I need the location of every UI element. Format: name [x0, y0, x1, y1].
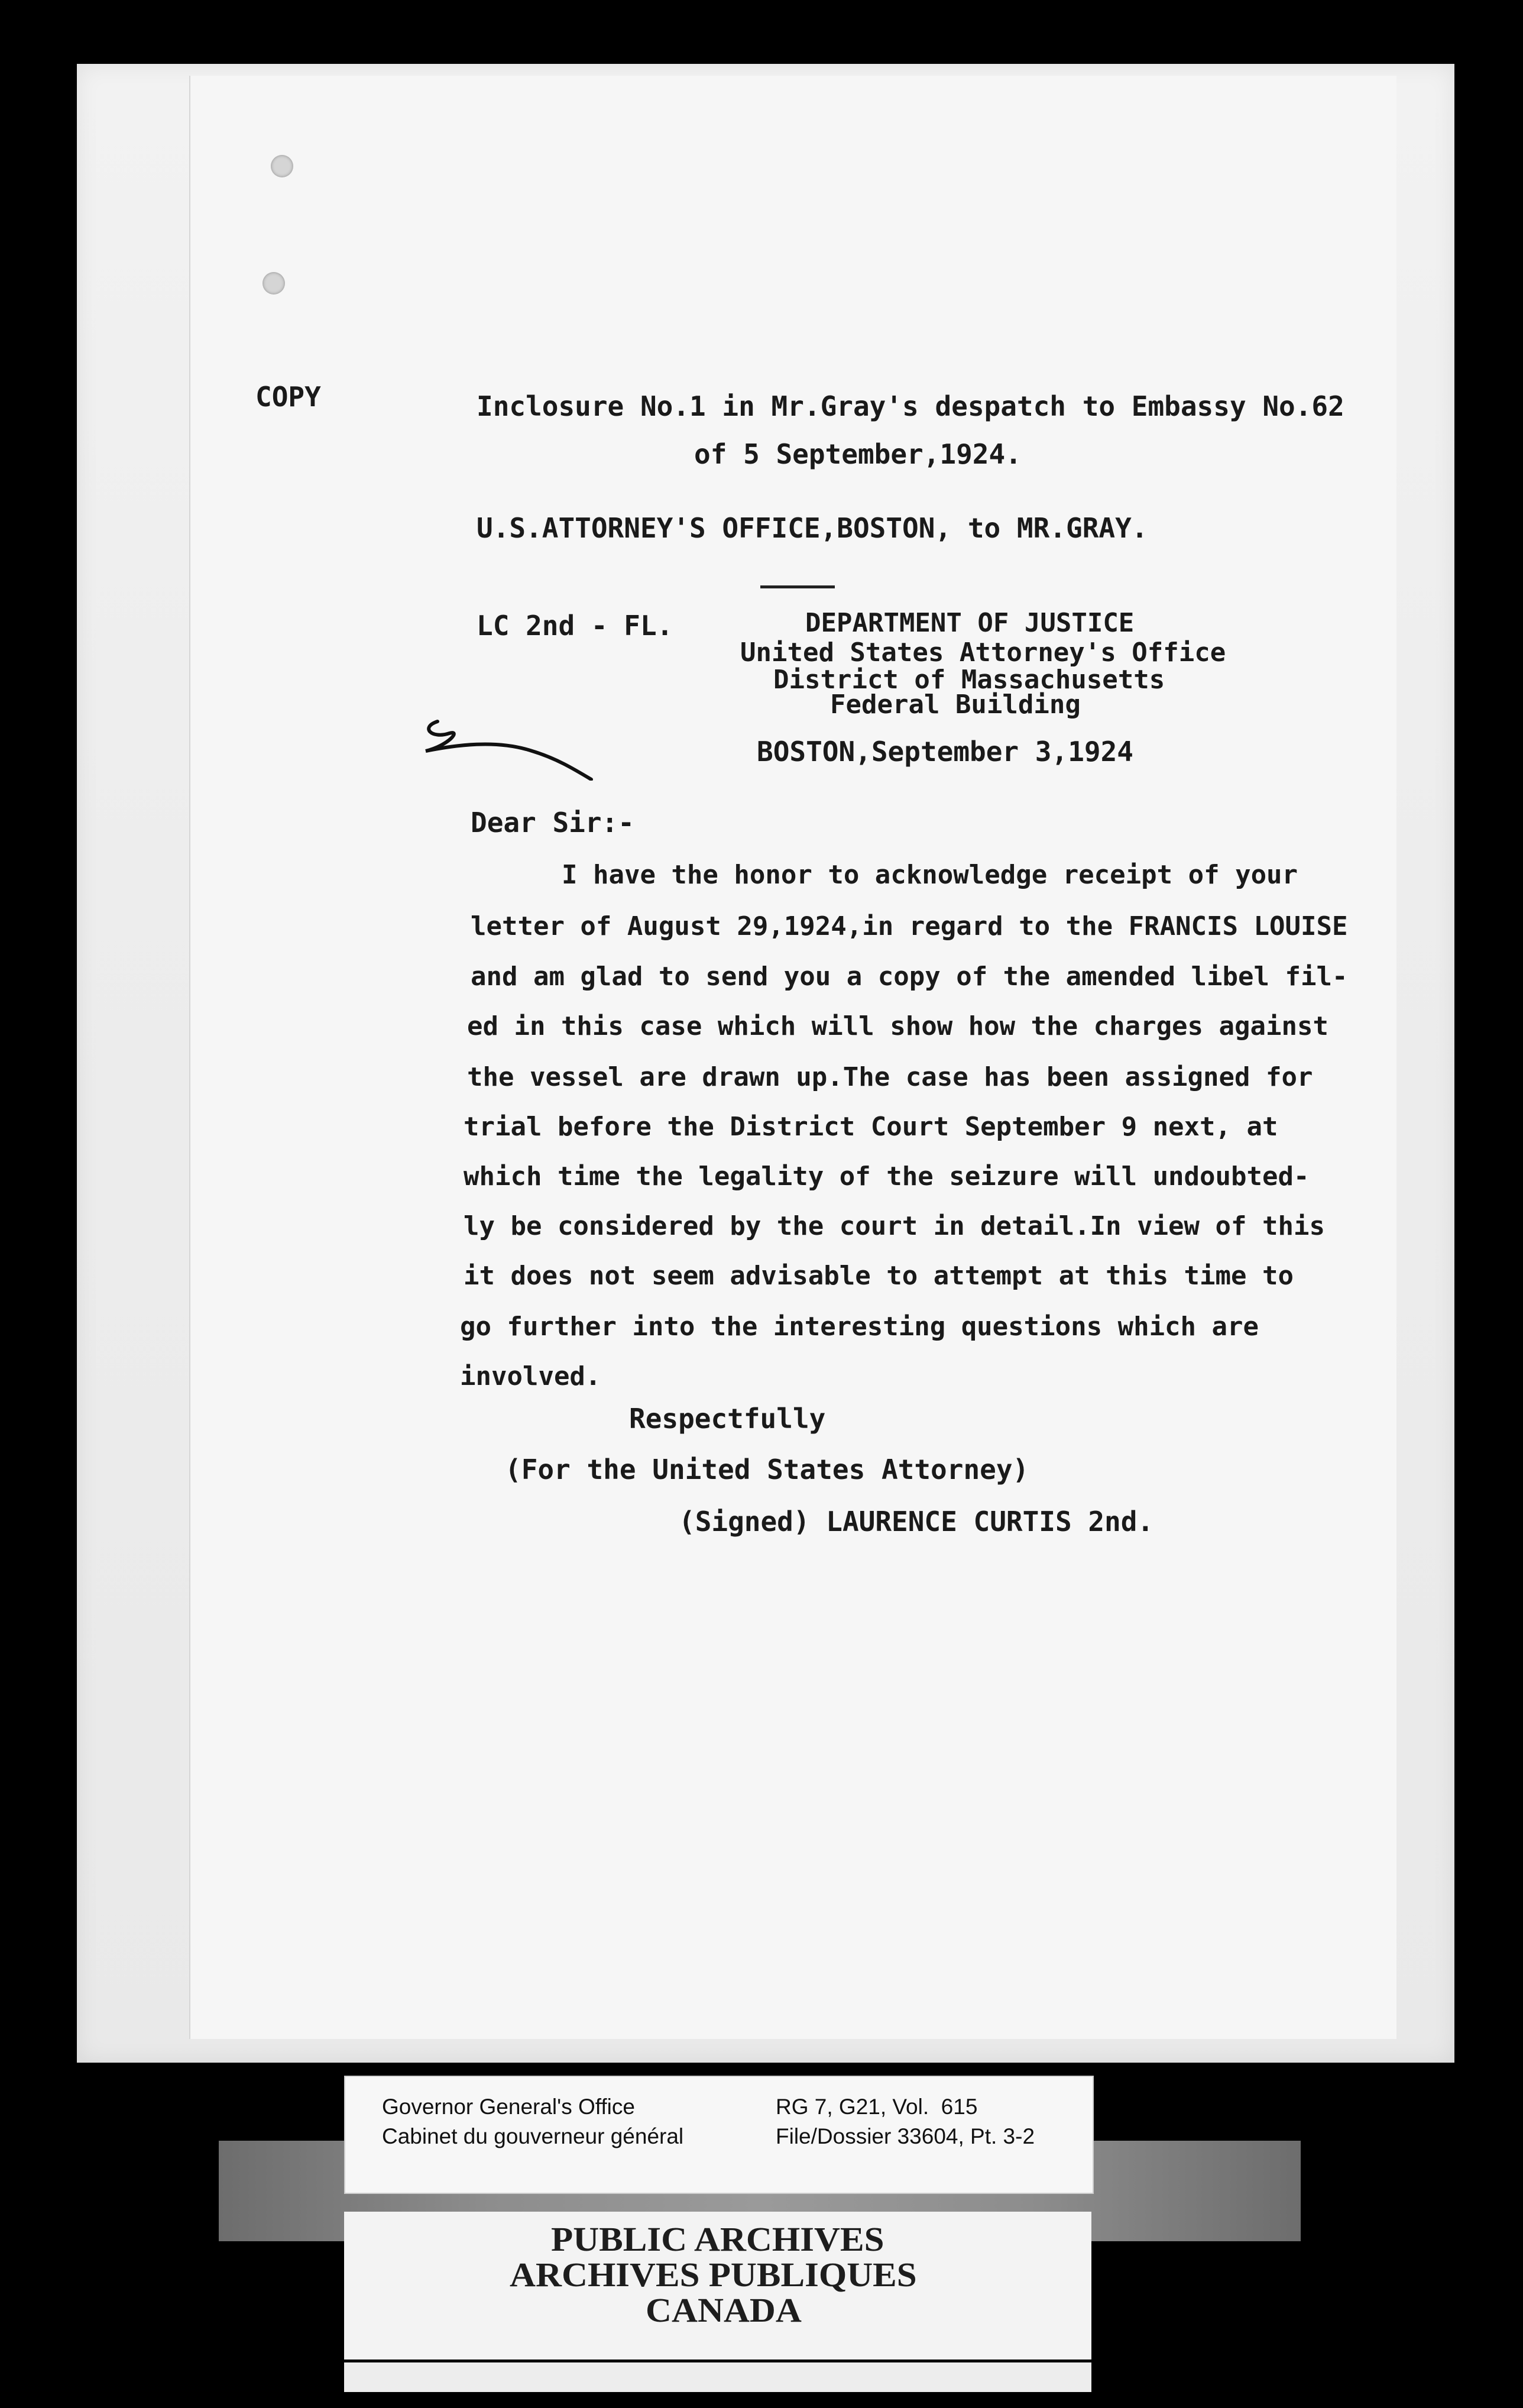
reference-code: LC 2nd - FL.	[477, 610, 673, 642]
body-line: letter of August 29,1924,in regard to the FRANCIS LOUISE	[471, 911, 1348, 941]
body-line: go further into the interesting questions which are	[460, 1312, 1259, 1342]
letterhead-line-4: Federal Building	[830, 690, 1081, 720]
signature-line: (Signed) LAURENCE CURTIS 2nd.	[679, 1506, 1154, 1538]
salutation: Dear Sir:-	[471, 807, 634, 839]
body-line: I have the honor to acknowledge receipt of your	[562, 860, 1298, 890]
file-reference: File/Dossier 33604, Pt. 3-2	[776, 2124, 1035, 2148]
bottom-strip	[344, 2362, 1091, 2392]
handwritten-mark	[414, 704, 603, 781]
letterhead-line-2: United States Attorney's Office	[740, 637, 1226, 668]
body-line: it does not seem advisable to attempt at this time to	[464, 1261, 1294, 1291]
inclosure-heading-line-1: Inclosure No.1 in Mr.Gray's despatch to Embassy No.62	[477, 390, 1344, 422]
stamp-line-3: CANADA	[646, 2291, 802, 2329]
body-line: and am glad to send you a copy of the amended libel fil-	[471, 962, 1348, 992]
subheading: U.S.ATTORNEY'S OFFICE,BOSTON, to MR.GRAY.	[477, 512, 1148, 544]
closing-attribution: (For the United States Attorney)	[505, 1454, 1029, 1485]
record-group: RG 7, G21, Vol. 615	[776, 2095, 978, 2119]
office-name-fr: Cabinet du gouverneur général	[382, 2124, 684, 2148]
inclosure-heading-line-2: of 5 September,1924.	[694, 438, 1022, 470]
body-line: which time the legality of the seizure will undoubted-	[464, 1161, 1310, 1192]
stamp-line-2: ARCHIVES PUBLIQUES	[510, 2255, 917, 2294]
office-name-en: Governor General's Office	[382, 2095, 635, 2119]
punch-hole	[263, 272, 285, 294]
archive-label	[344, 2076, 1094, 2194]
copy-mark: COPY	[255, 381, 321, 413]
body-line: involved.	[460, 1361, 601, 1391]
body-line: the vessel are drawn up.The case has been assigned for	[467, 1062, 1313, 1092]
body-line: ly be considered by the court in detail.In view of this	[464, 1211, 1325, 1241]
paper-sheet	[189, 76, 1396, 2039]
body-line: trial before the District Court September 9 next, at	[464, 1112, 1278, 1142]
divider-rule	[760, 585, 835, 588]
place-date: BOSTON,September 3,1924	[757, 736, 1133, 768]
closing: Respectfully	[629, 1403, 826, 1435]
punch-hole	[271, 155, 293, 177]
letterhead-line-3: District of Massachusetts	[773, 665, 1165, 695]
letterhead-line-1: DEPARTMENT OF JUSTICE	[805, 608, 1135, 638]
stamp-line-1: PUBLIC ARCHIVES	[551, 2220, 884, 2258]
archive-stamp	[344, 2212, 1091, 2360]
body-line: ed in this case which will show how the charges against	[467, 1011, 1328, 1041]
